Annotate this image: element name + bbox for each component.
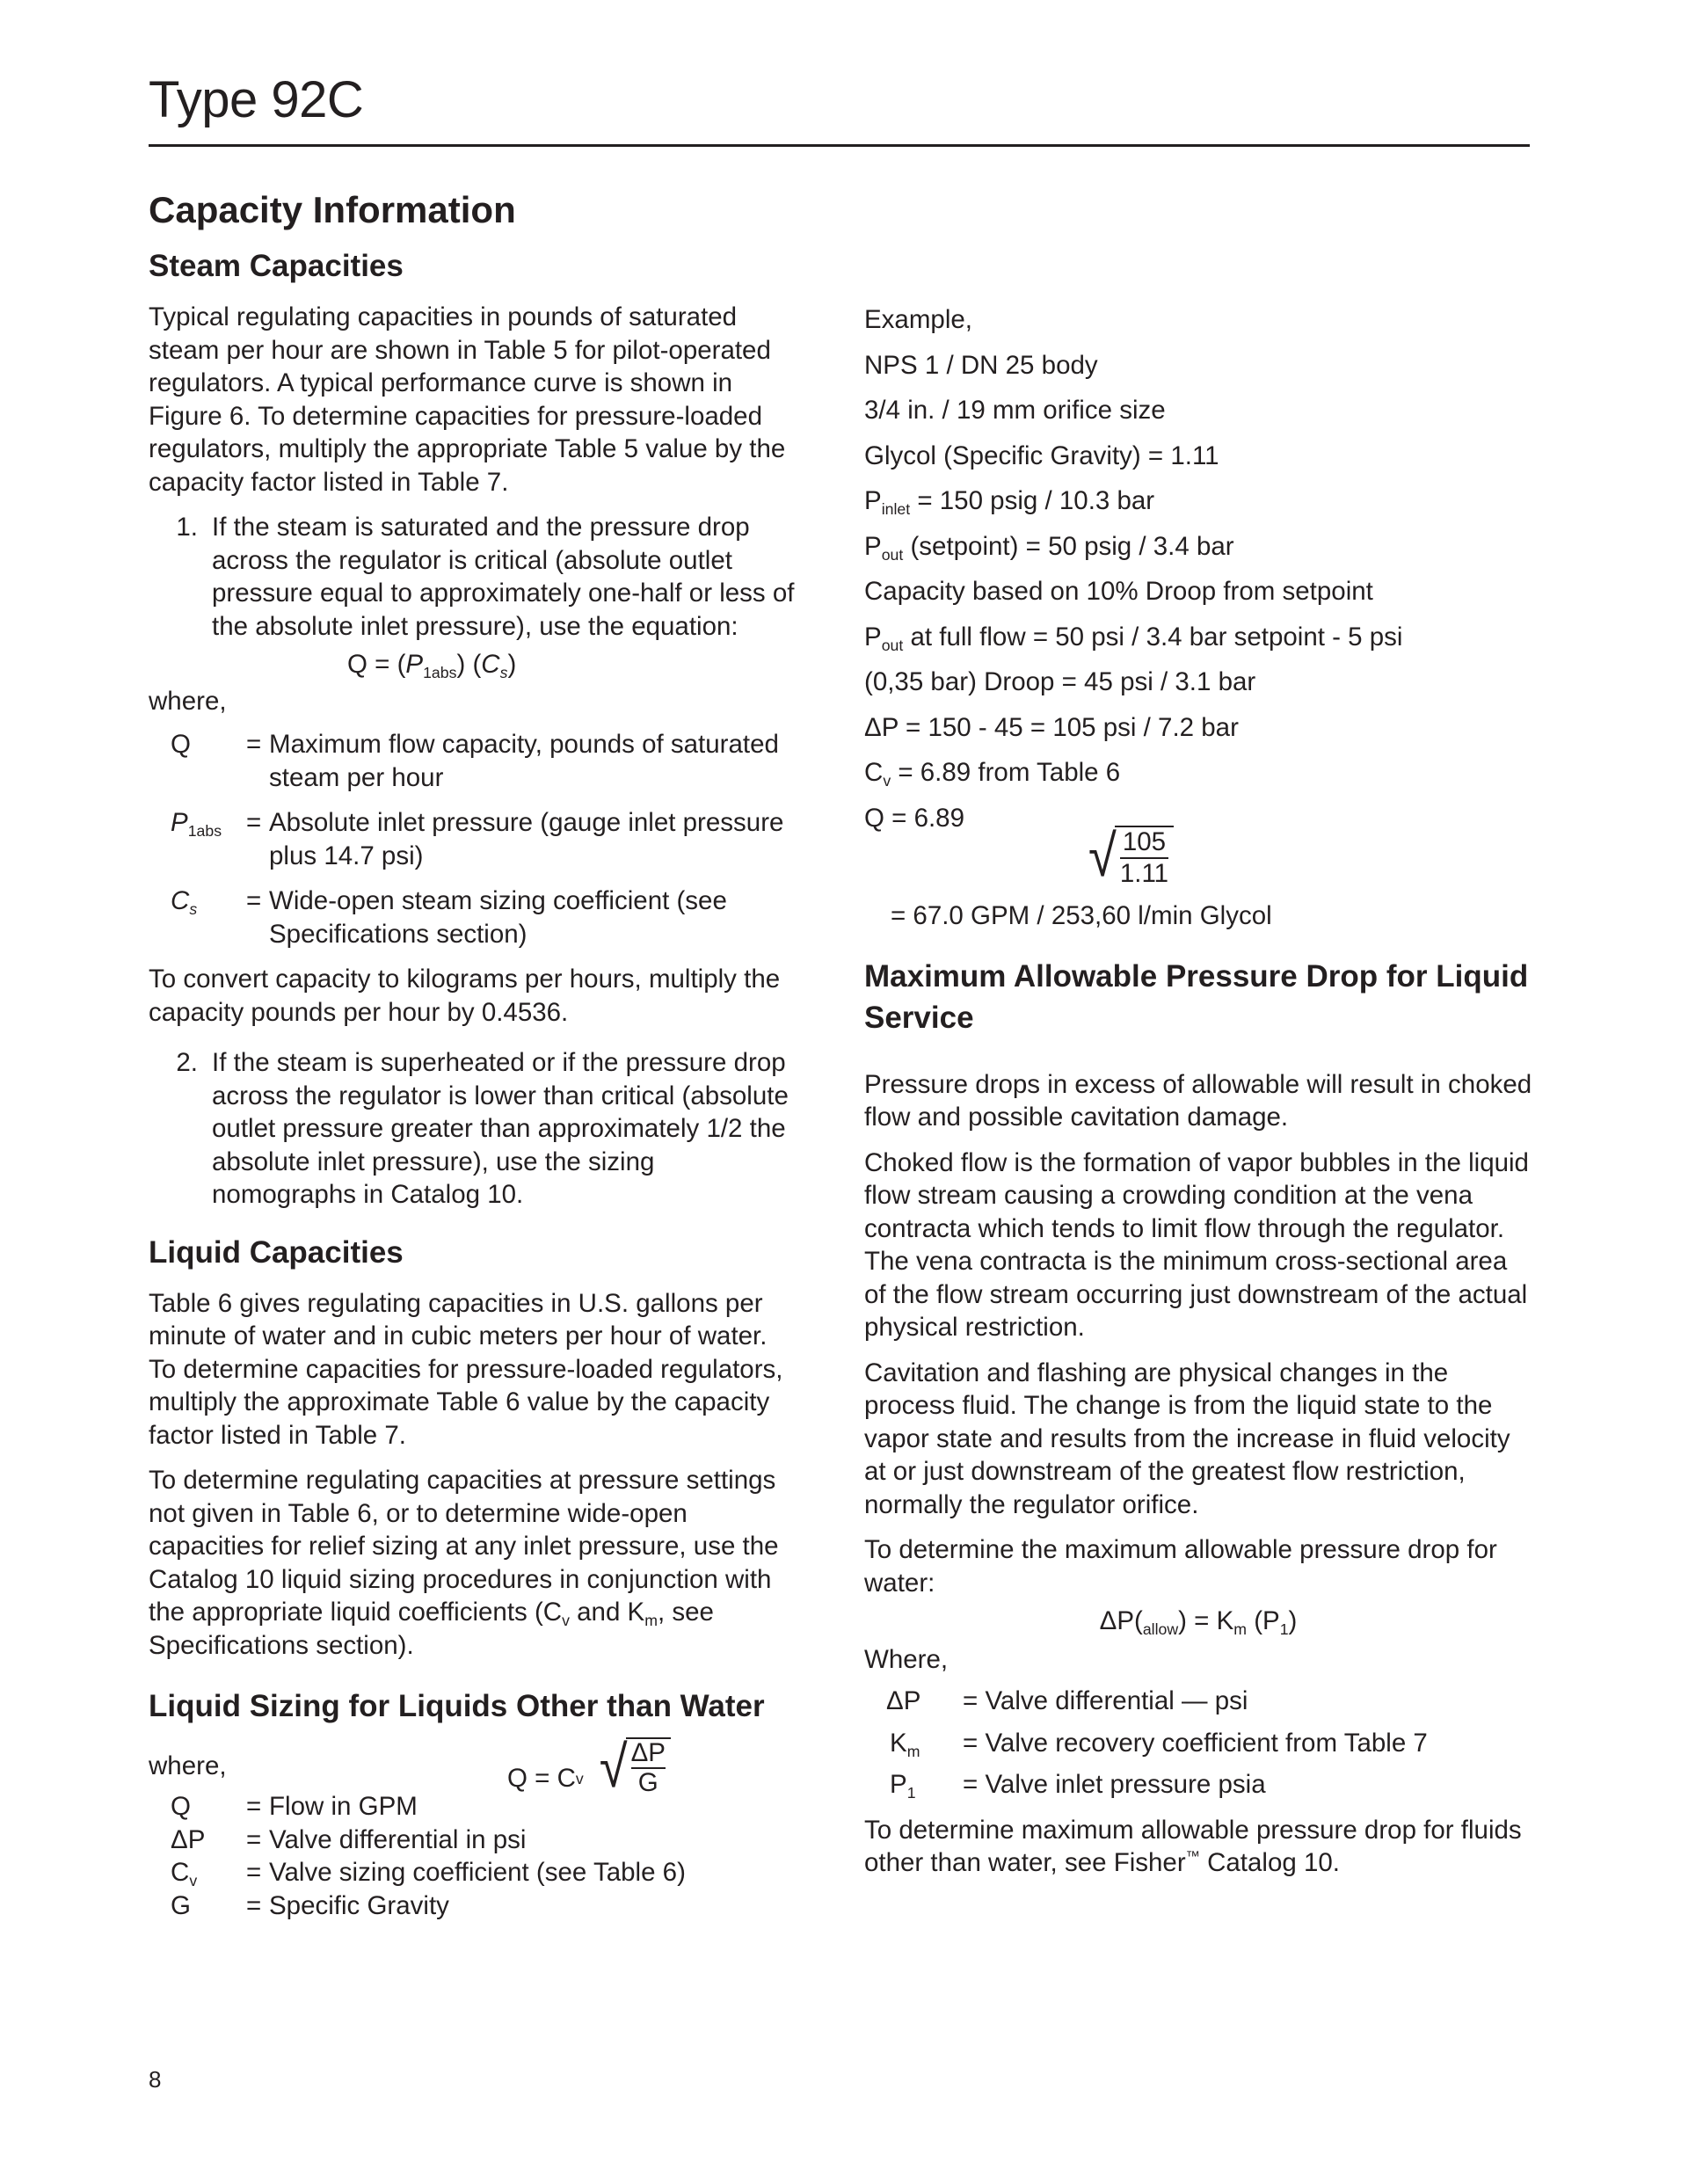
definition-row: $C_s$ = Wide-open steam sizing coefficient (see Specifications section) — [171, 886, 727, 949]
right-column — [864, 303, 1532, 1892]
document-title: Type 92C — [149, 71, 364, 128]
item-text: If the steam is superheated or if the pressure drop across the regulator is lower than critical (absolute outlet pressure greater than approximately 1/2 the absolute inlet pressure), use the sizing nomographs in Catalog 10. — [212, 1048, 789, 1210]
example-line: (0,35 bar) Droop = 45 psi / 3.1 bar — [864, 667, 1256, 696]
maxdrop-p2: Choked flow is the formation of vapor bubbles in the liquid flow stream causing a crowding condition at the vena contracta which tends to limit flow through the regulator. The vena contracta is the minimum cross-sectional area of the flow stream occurring just downstream of the actual physical restriction. — [864, 1147, 1529, 1342]
definition-row: Q = Maximum flow capacity, pounds of saturated steam per hour — [171, 730, 779, 792]
example-line: $C_v = 6.89$ from Table 6 — [864, 758, 1121, 790]
example-line: $P_{out}$ at full flow = 50 psi / 3.4 bar setpoint - 5 psi — [864, 622, 1403, 654]
example-line: $P_{out}$ (setpoint) = 50 psig / 3.4 bar — [864, 531, 1234, 564]
radicand: ΔP G — [626, 1737, 671, 1797]
definition-row: Q = Flow in GPM — [171, 1792, 418, 1822]
steam-item-2 — [149, 1046, 799, 1212]
example-line: Example, — [864, 305, 972, 334]
steam-capacities-heading: Steam Capacities — [149, 249, 404, 284]
max-drop-heading: Maximum Allowable Pressure Drop for Liquid Service — [864, 958, 1529, 1035]
sizing-definitions — [149, 1790, 799, 1922]
example-line: 3/4 in. / 19 mm orifice size — [864, 396, 1166, 425]
sizing-equation: Q = C v √ ΔP G — [507, 1737, 671, 1797]
definition-row: $P_1$ = Valve inlet pressure psia — [890, 1770, 1266, 1802]
sizing-equation-row — [149, 1734, 799, 1800]
definition-row: ΔP = Valve differential — psi — [886, 1686, 1248, 1715]
square-root-icon: √ — [599, 1734, 628, 1800]
maxdrop-p5: To determine maximum allowable pressure drop for fluids other than water, see Fisher™ Catalog 10. — [864, 1815, 1522, 1877]
example-line: ΔP = 150 - 45 = 105 psi / 7.2 bar — [864, 712, 1239, 742]
header-rule — [149, 144, 1530, 147]
allowable-drop-formula: $\Delta P(_{allow}) = K_m$ $(P_1)$ — [1099, 1606, 1298, 1639]
item-text: If the steam is saturated and the pressure drop across the regulator is critical (absolute outlet pressure equal to approximately one-half or less of the absolute inlet pressure), use the equation: — [212, 513, 795, 641]
steam-item-1 — [149, 511, 799, 643]
steam-where: where, — [149, 686, 227, 716]
liquid-sizing-heading: Liquid Sizing for Liquids Other than Water — [149, 1689, 765, 1724]
example-line: NPS 1 / DN 25 body — [864, 350, 1098, 380]
liquid-p2: To determine regulating capacities at pressure settings not given in Table 6, or to determine wide-open capacities for relief sizing at any inlet pressure, use the Catalog 10 liquid sizing procedures in conjunction with the appropriate liquid coefficients ($C_v$ and $K_m$, see Specifications section). — [149, 1466, 779, 1660]
steam-definitions — [149, 728, 799, 950]
sizing-where: where, — [149, 1751, 227, 1781]
liquid-capacities-heading: Liquid Capacities — [149, 1234, 404, 1270]
maxdrop-definitions — [864, 1685, 1532, 1802]
liquid-p1: Table 6 gives regulating capacities in U.S. gallons per minute of water and in cubic meters per hour of water. To determine capacities for pressure-loaded regulators, multiply the approximate Table 6 value by the capacity factor listed in Table 7. — [149, 1288, 783, 1450]
example-line: Glycol (Specific Gravity) = 1.11 — [864, 440, 1219, 470]
maxdrop-p1: Pressure drops in excess of allowable will result in choked flow and possible cavitation damage. — [864, 1069, 1532, 1132]
radicand: 105 1.11 — [1115, 826, 1174, 889]
item-number: 1. — [176, 513, 198, 542]
section-title: Capacity Information — [149, 189, 516, 230]
definition-row: $P_{1abs}$ = Absolute inlet pressure (gauge inlet pressure plus 14.7 psi) — [171, 808, 784, 870]
left-column — [149, 176, 799, 1934]
definition-row: $K_m$ = Valve recovery coefficient from Table 7 — [890, 1728, 1428, 1760]
example-line: $P_{inlet} = 150$ psig / 10.3 bar — [864, 486, 1155, 519]
page-header — [149, 72, 1530, 128]
maxdrop-p3: Cavitation and flashing are physical changes in the process fluid. The change is from the liquid state to the vapor state and results from the increase in fluid velocity at or just downstream of the greatest flow restriction, normally the regulator orifice. — [864, 1358, 1510, 1519]
example-line: Capacity based on 10% Droop from setpoint — [864, 577, 1373, 606]
example-result: = 67.0 GPM / 253,60 l/min Glycol — [891, 901, 1272, 930]
example-sqrt — [1088, 823, 1532, 896]
page-number: 8 — [149, 2066, 162, 2093]
example-block — [864, 303, 1532, 933]
steam-intro: Typical regulating capacities in pounds of saturated steam per hour are shown in Table 5 for pilot-operated regulators. A typical performance curve is shown in Figure 6. To determine capacities for pressure-loaded regulators, multiply the appropriate Table 5 value by the capacity factor listed in Table 7. — [149, 302, 786, 497]
definition-row: ΔP = Valve differential in psi — [171, 1824, 527, 1854]
definition-row: G = Specific Gravity — [171, 1890, 449, 1920]
steam-equation: $Q = (P_{1abs})$ $(C_s)$ — [347, 650, 517, 682]
item-number: 2. — [176, 1048, 198, 1078]
maxdrop-where: Where, — [864, 1644, 949, 1674]
definition-row: $C_v$ = Valve sizing coefficient (see Table 6) — [171, 1858, 686, 1890]
steam-convert-note: To convert capacity to kilograms per hours, multiply the capacity pounds per hour by 0.4536. — [149, 965, 781, 1027]
maxdrop-p4: To determine the maximum allowable pressure drop for water: — [864, 1535, 1497, 1598]
square-root-icon: √ — [1088, 823, 1117, 889]
example-line: Q = 6.89 — [864, 803, 964, 833]
